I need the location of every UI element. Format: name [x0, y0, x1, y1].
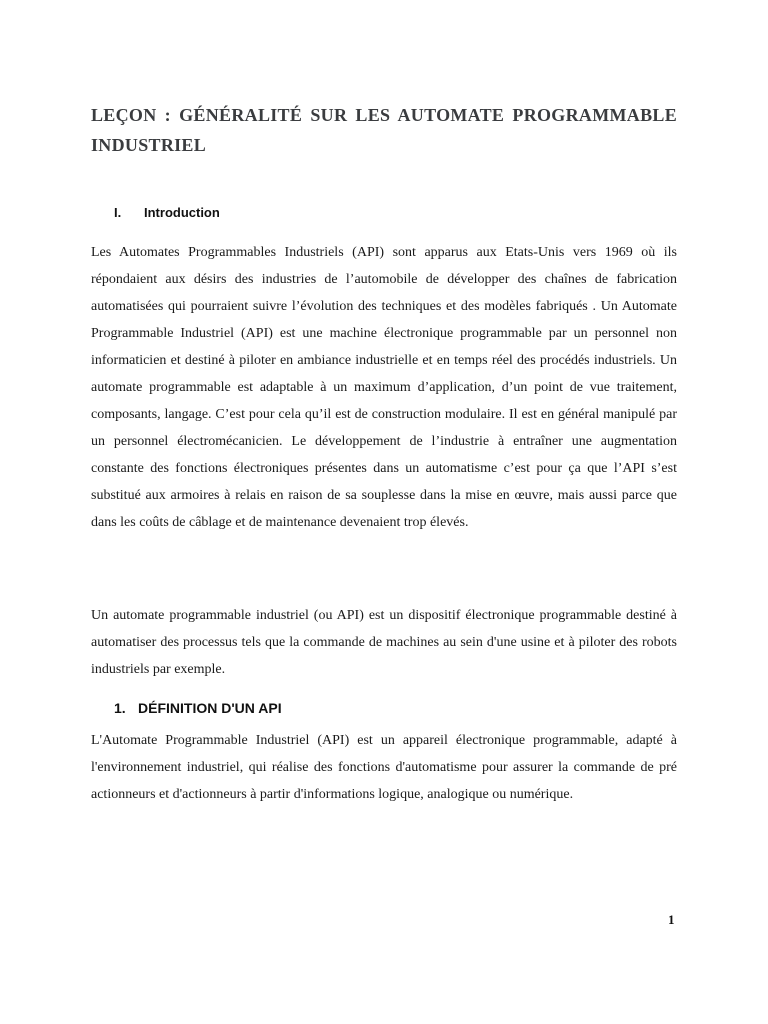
body-paragraph: Les Automates Programmables Industriels (API) sont apparus aux Etats-Unis vers 1969 où ils répondaient aux désirs des industries de l’automobile de développer des chaînes de fabrication automatisées qui pourraient suivre l’évolution des techniques et des modèles fabriqués . Un Automate Programmable Industriel (API) est une machine électronique programmable par un personnel non informaticien et destiné à piloter en ambiance industrielle et en temps réel des procédés industriels. Un automate programmable est adaptable à un maximum d’application, d’un point de vue traitement, composants, langage. C’est pour cela qu’il est de construction modulaire. Il est en général manipulé par un personnel électromécanicien. Le développement de l’industrie à entraîner une augmentation constante des fonctions électroniques présentes dans un automatisme c’est pour ça que l’API s’est substitué aux armoires à relais en raison de sa souplesse dans la mise en œuvre, mais aussi parce que dans les coûts de câblage et de maintenance devenaient trop élevés.	[91, 245, 677, 530]
section-number: I.	[114, 205, 122, 220]
section-number: 1.	[114, 700, 126, 716]
lesson-title: LEÇON : GÉNÉRALITÉ SUR LES AUTOMATE PROGRAMMABLE INDUSTRIEL	[91, 105, 677, 155]
section-title: DÉFINITION D'UN API	[138, 700, 282, 716]
section-heading-definition	[114, 700, 282, 716]
page-number: 1	[668, 912, 675, 927]
section-heading-introduction	[114, 205, 220, 220]
body-paragraph: L'Automate Programmable Industriel (API) est un appareil électronique programmable, adapté à l'environnement industriel, qui réalise des fonctions d'automatisme pour assurer la commande de pré actionneurs et d'actionneurs à partir d'informations logique, analogique ou numérique.	[91, 733, 677, 802]
body-paragraph: Un automate programmable industriel (ou API) est un dispositif électronique programmable destiné à automatiser des processus tels que la commande de machines au sein d'une usine et à piloter des robots industriels par exemple.	[91, 608, 677, 677]
section-title: Introduction	[144, 205, 220, 220]
